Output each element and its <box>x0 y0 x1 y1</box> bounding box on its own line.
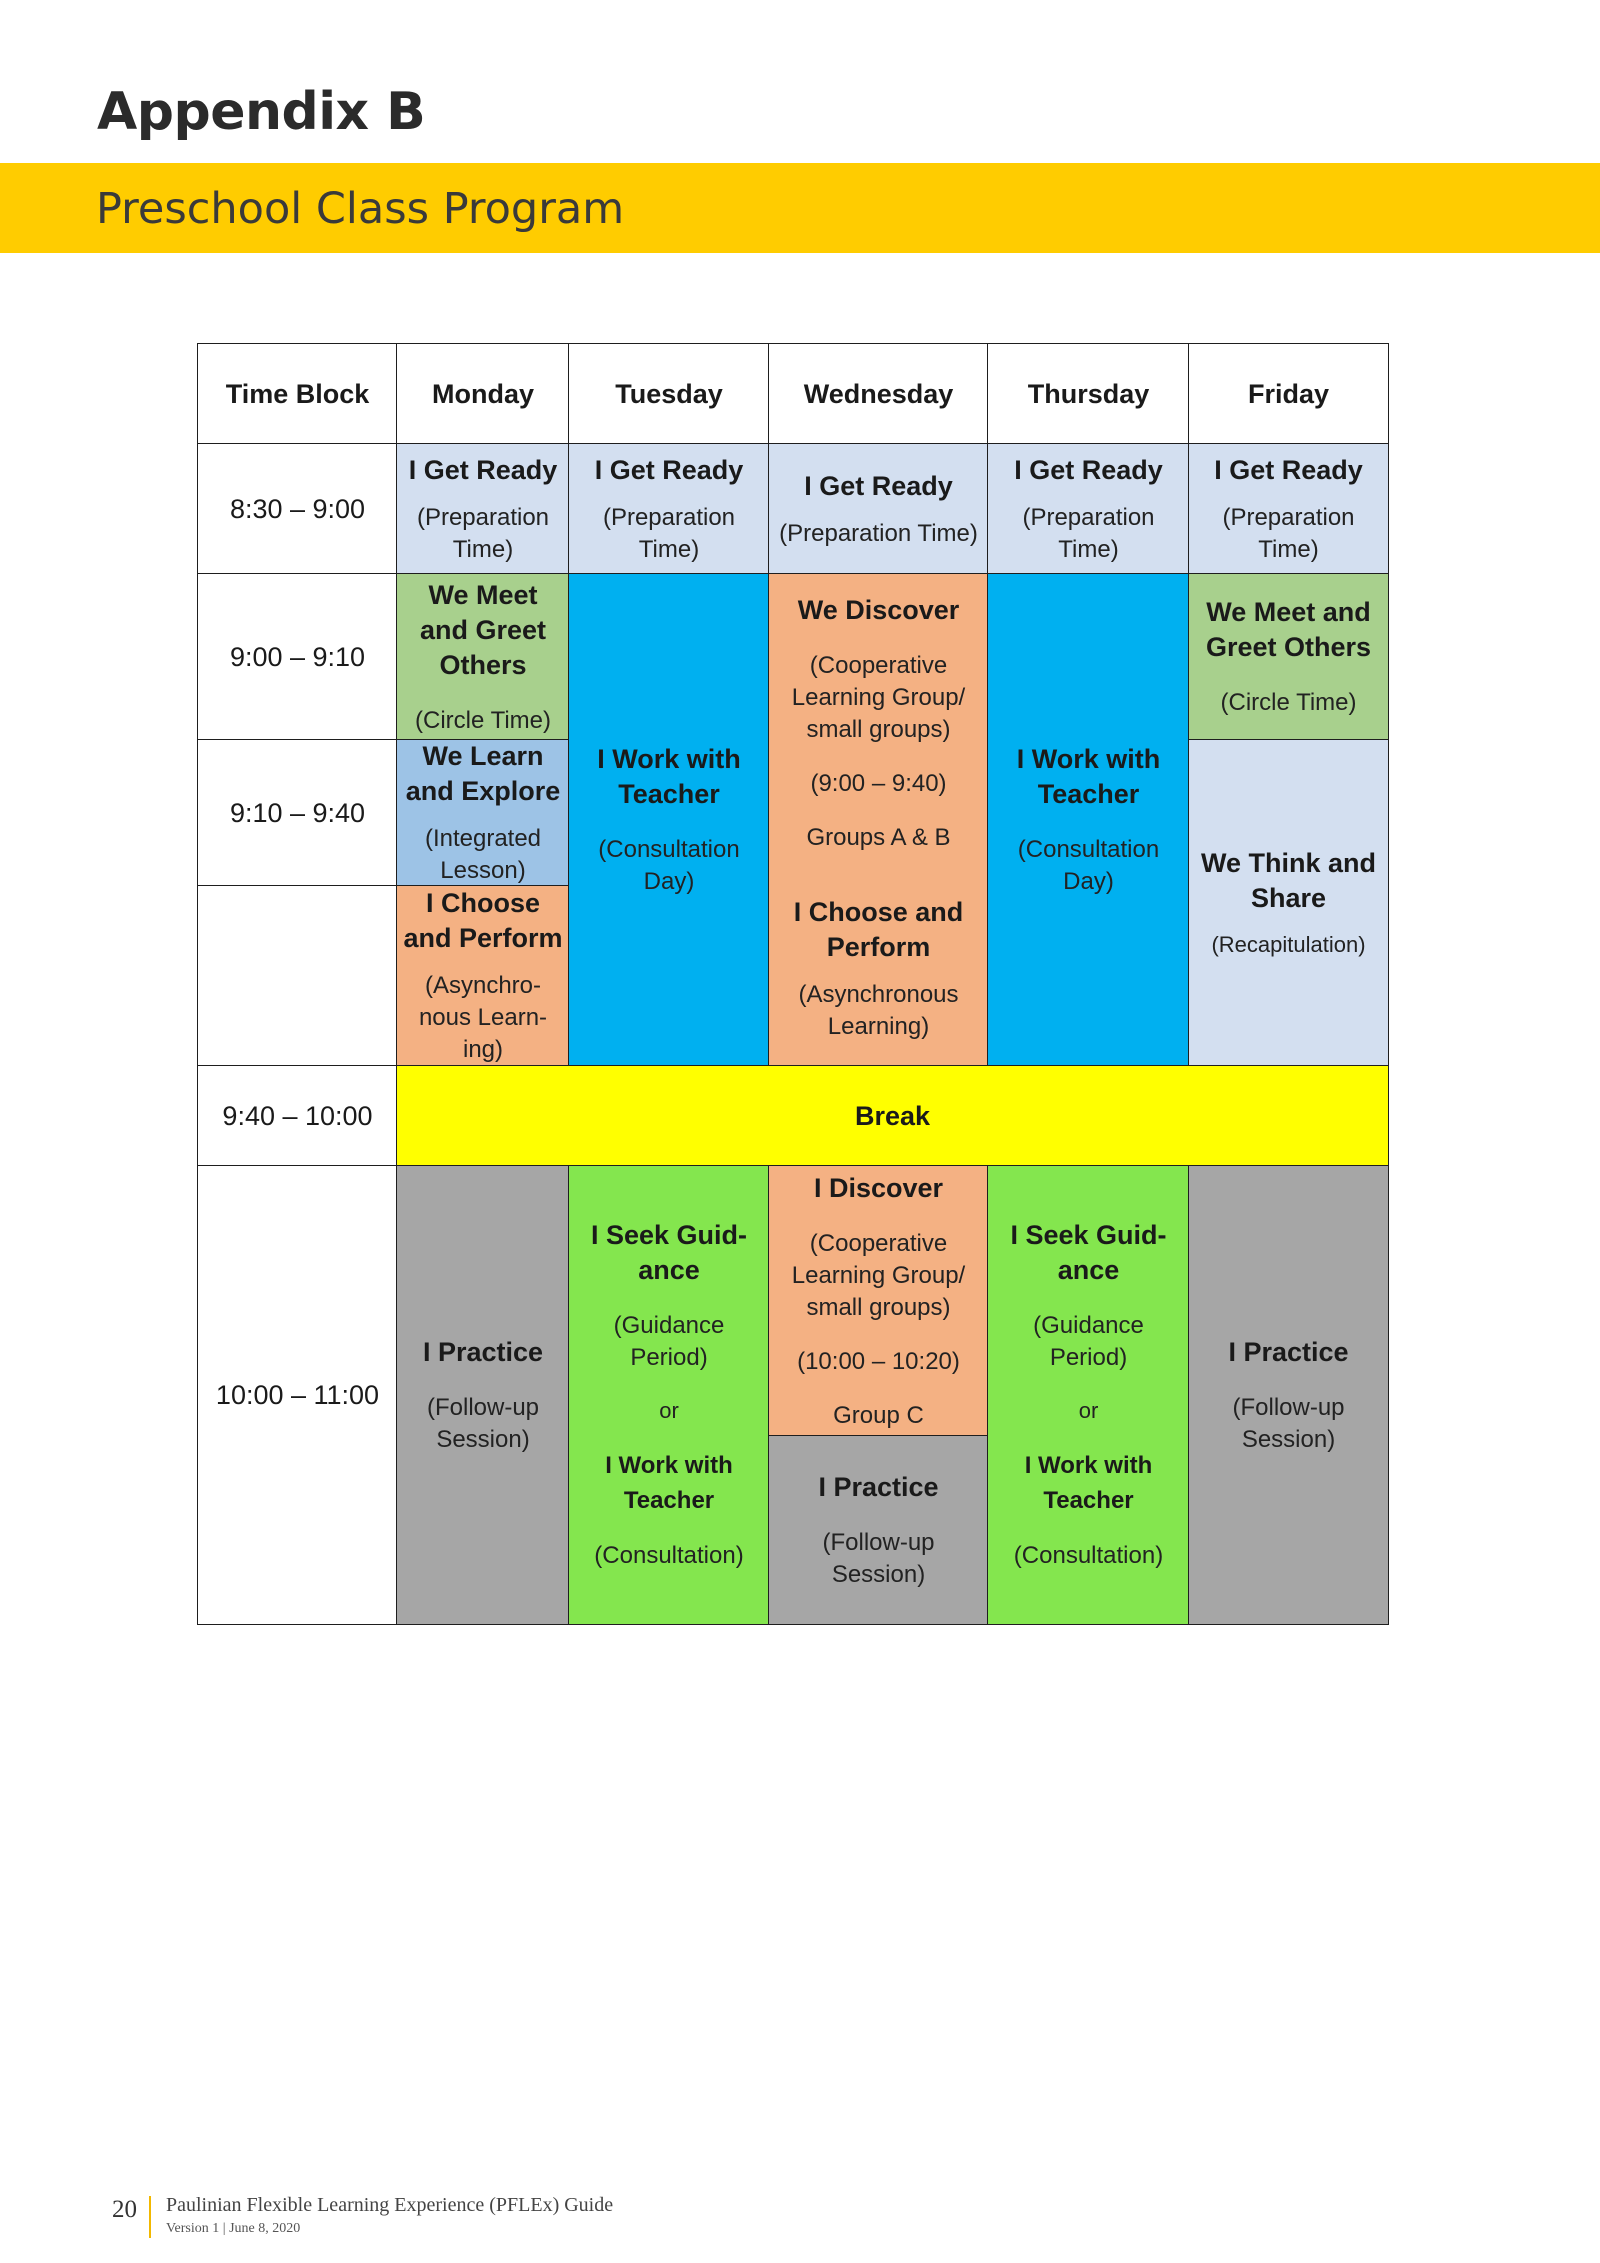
activity-title: We Meet and Greet Others <box>1205 597 1372 662</box>
activity-note: (Preparation Time) <box>1222 503 1355 563</box>
time-0830-0900: 8:30 – 9:00 <box>197 443 398 575</box>
activity-groups: Groups A & B <box>806 823 951 851</box>
activity-title: I Get Ready <box>1214 454 1363 485</box>
activity-title: I Work with Teacher <box>597 744 741 809</box>
activity-group: Group C <box>833 1401 924 1429</box>
tuesday-work-teacher <box>568 573 770 1067</box>
activity-note: (Recapitulation) <box>1211 932 1366 957</box>
activity-title: I Choose and Perform <box>403 888 563 953</box>
wednesday-choose-perform <box>768 871 989 1067</box>
friday-think-share <box>1188 739 1389 1067</box>
activity-title: We Discover <box>797 594 960 625</box>
get-ready-friday <box>1188 443 1389 575</box>
time-0940-1000: 9:40 – 10:00 <box>197 1065 398 1167</box>
page-title: Appendix B <box>97 82 426 142</box>
header-friday: Friday <box>1188 343 1389 445</box>
activity-title: I Discover <box>813 1172 944 1203</box>
activity-note: (Circle Time) <box>415 706 551 734</box>
activity-alt-note: (Consultation) <box>594 1542 744 1569</box>
activity-title: I Get Ready <box>594 454 744 485</box>
activity-title: I Practice <box>818 1471 939 1502</box>
activity-note: (Guidance Period) <box>1033 1312 1144 1371</box>
time-1000-1100: 10:00 – 11:00 <box>197 1165 398 1625</box>
footer-divider <box>149 2196 151 2238</box>
activity-title: We Meet and Greet Others <box>419 579 547 680</box>
activity-time: (10:00 – 10:20) <box>797 1347 960 1375</box>
activity-title: I Practice <box>422 1336 544 1367</box>
get-ready-tuesday <box>568 443 770 575</box>
activity-title: I Work with Teacher <box>1016 744 1161 809</box>
activity-note: (Follow-up Session) <box>426 1393 540 1453</box>
section-banner <box>0 163 1600 253</box>
time-empty <box>197 885 398 1067</box>
get-ready-thursday <box>987 443 1190 575</box>
page-number: 20 <box>112 2196 137 2223</box>
activity-note: (Cooperative Learning Group/ small groups) <box>791 651 966 743</box>
activity-title: I Seek Guid-ance <box>1010 1220 1167 1285</box>
activity-time: (9:00 – 9:40) <box>810 769 947 797</box>
activity-title: I Choose and Perform <box>793 896 964 962</box>
activity-note: (Preparation Time) <box>779 519 978 547</box>
activity-note: (Asynchronous Learning) <box>798 980 959 1040</box>
activity-or: or <box>659 1398 679 1423</box>
activity-note: (Preparation Time) <box>416 503 550 563</box>
get-ready-monday <box>396 443 570 575</box>
wednesday-i-discover <box>768 1165 989 1437</box>
thursday-work-teacher <box>987 573 1190 1067</box>
footer-guide-title: Paulinian Flexible Learning Experience (PFLEx) Guide <box>166 2194 614 2216</box>
section-subtitle: Preschool Class Program <box>96 184 625 234</box>
header-tuesday: Tuesday <box>568 343 770 445</box>
activity-alt-title: I Work with Teacher <box>605 1452 733 1514</box>
header-thursday: Thursday <box>987 343 1190 445</box>
monday-practice <box>396 1165 570 1625</box>
get-ready-wednesday <box>768 443 989 575</box>
time-0910-0940: 9:10 – 9:40 <box>197 739 398 887</box>
monday-meet-greet <box>396 573 570 741</box>
wednesday-practice <box>768 1435 989 1625</box>
activity-note: (Preparation Time) <box>1022 503 1155 563</box>
activity-note: (Cooperative Learning Group/ small groups) <box>791 1229 966 1321</box>
activity-title: We Learn and Explore <box>405 741 561 806</box>
activity-note: (Follow-up Session) <box>1232 1393 1345 1453</box>
activity-title: We Think and Share <box>1200 848 1376 913</box>
activity-note: (Guidance Period) <box>613 1312 725 1371</box>
footer-version: Version 1 | June 8, 2020 <box>166 2221 301 2236</box>
activity-title: I Practice <box>1228 1336 1349 1367</box>
header-monday: Monday <box>396 343 570 445</box>
activity-note: (Integrated Lesson) <box>424 825 542 884</box>
activity-title: I Get Ready <box>408 454 558 485</box>
thursday-seek-guidance <box>987 1165 1190 1625</box>
friday-practice <box>1188 1165 1389 1625</box>
activity-title: I Get Ready <box>804 470 953 501</box>
activity-title: I Seek Guid-ance <box>590 1220 748 1285</box>
activity-alt-note: (Consultation) <box>1013 1542 1164 1569</box>
wednesday-we-discover <box>768 573 989 873</box>
activity-note: (Consultation Day) <box>1017 836 1160 895</box>
activity-note: (Asynchro-nous Learn-ing) <box>418 972 548 1063</box>
activity-or: or <box>1078 1398 1099 1423</box>
break-row: Break <box>396 1065 1389 1167</box>
activity-note: (Preparation Time) <box>602 503 736 563</box>
activity-note: (Follow-up Session) <box>822 1528 935 1588</box>
header-wednesday: Wednesday <box>768 343 989 445</box>
monday-learn-explore <box>396 739 570 887</box>
tuesday-seek-guidance <box>568 1165 770 1625</box>
activity-title: I Get Ready <box>1014 454 1163 485</box>
activity-alt-title: I Work with Teacher <box>1024 1452 1153 1514</box>
header-time-block: Time Block <box>197 343 398 445</box>
friday-meet-greet <box>1188 573 1389 741</box>
activity-note: (Consultation Day) <box>598 836 740 895</box>
monday-choose-perform <box>396 885 570 1067</box>
time-0900-0910: 9:00 – 9:10 <box>197 573 398 741</box>
activity-note: (Circle Time) <box>1220 689 1357 716</box>
